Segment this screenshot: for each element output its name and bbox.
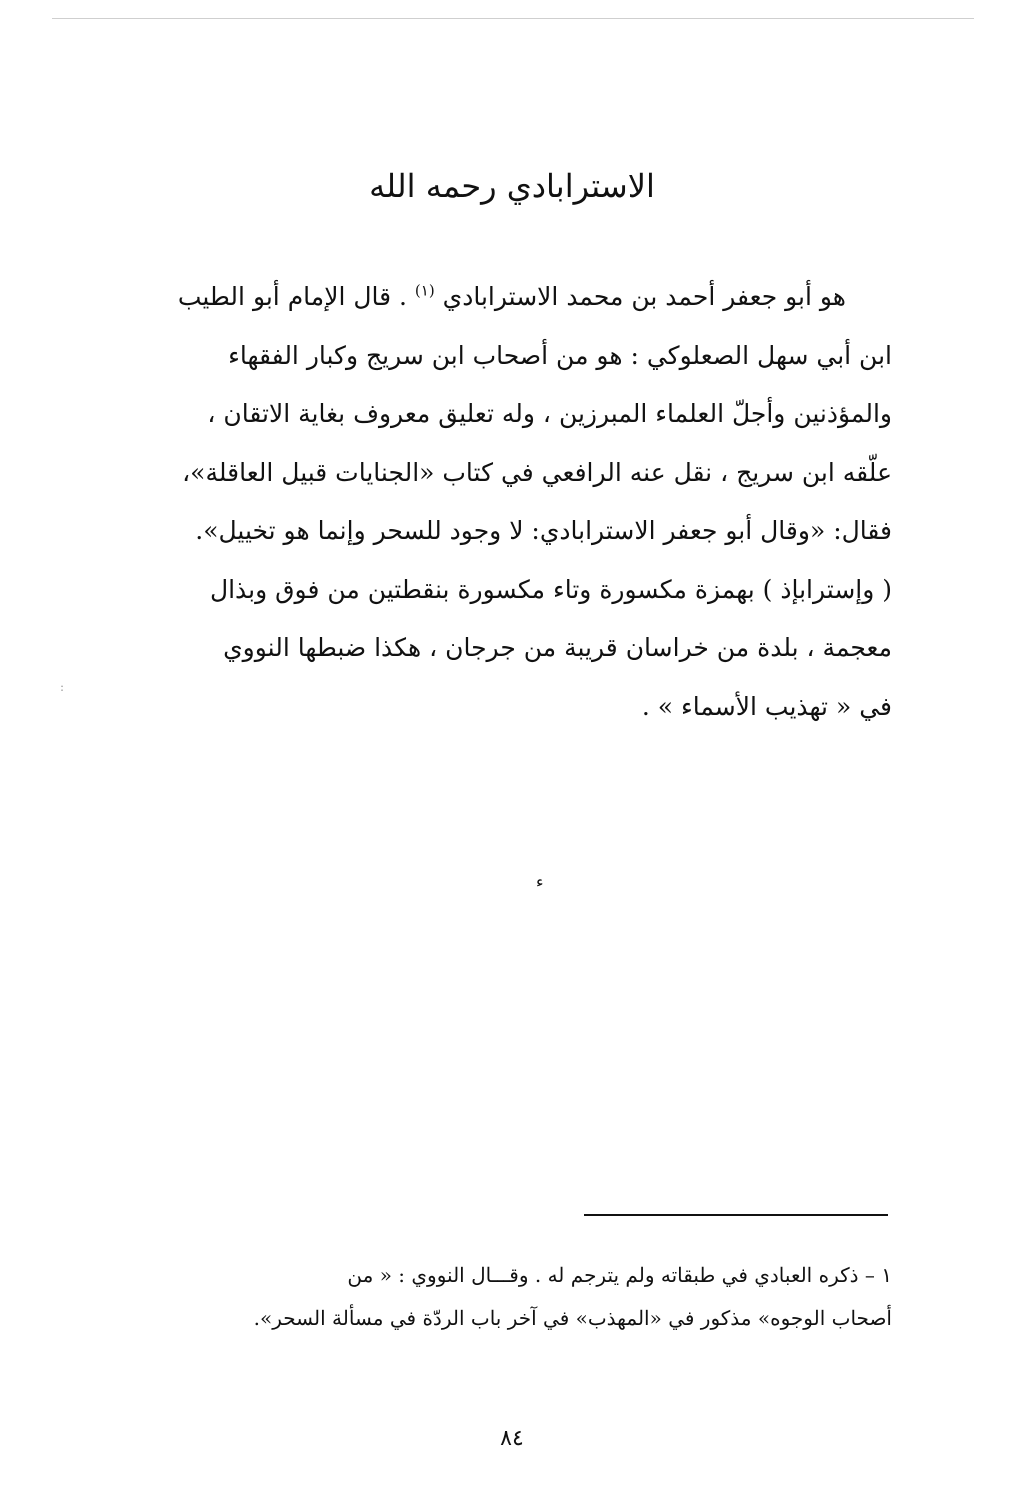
body-line-7: معجمة ، بلدة من خراسان قريبة من جرجان ، هكذا ضبطها النووي [223,633,892,662]
top-rule [52,18,974,19]
footnote-line-2: أصحاب الوجوه» مذكور في «المهذب» في آخر باب الردّة في مسألة السحر». [253,1306,892,1330]
footnote-reference: (١) [414,281,435,300]
body-line-4: علّقه ابن سريج ، نقل عنه الرافعي في كتاب «الجنايات قبيل العاقلة»، [182,457,892,487]
body-line-3: والمؤذنين وأجلّ العلماء المبرزين ، وله تعليق معروف بغاية الاتقان ، [207,399,892,428]
body-line-5: فقال: «وقال أبو جعفر الاسترابادي: لا وجود للسحر وإنما هو تخييل». [195,516,892,545]
footnotes [92,1254,892,1340]
footnote-line-1: ١ – ذكره العبادي في طبقاته ولم يترجم له . وقـــال النووي : « من [347,1263,892,1287]
body-line-2: ابن أبي سهل الصعلوكي : هو من أصحاب ابن سريج وكبار الفقهاء [228,340,892,370]
body-line-1-head: هو أبو جعفر أحمد بن محمد الاسترابادي [442,282,846,311]
body-line-6: ( وإسترابإذ ) بهمزة مكسورة وتاء مكسورة بنقطتين من فوق وبذال [209,574,892,604]
body-line-8: في « تهذيب الأسماء » . [641,691,892,721]
stray-mark: ء [536,872,544,891]
body-text [92,268,892,736]
body-line-1-tail: . قال الإمام أبو الطيب [177,282,407,311]
page-title: الاسترابادي رحمه الله [369,167,655,205]
body-line-1 [92,268,892,327]
footnote-rule [584,1214,888,1216]
margin-dots: : [60,680,65,694]
page-number: ٨٤ [500,1426,524,1451]
